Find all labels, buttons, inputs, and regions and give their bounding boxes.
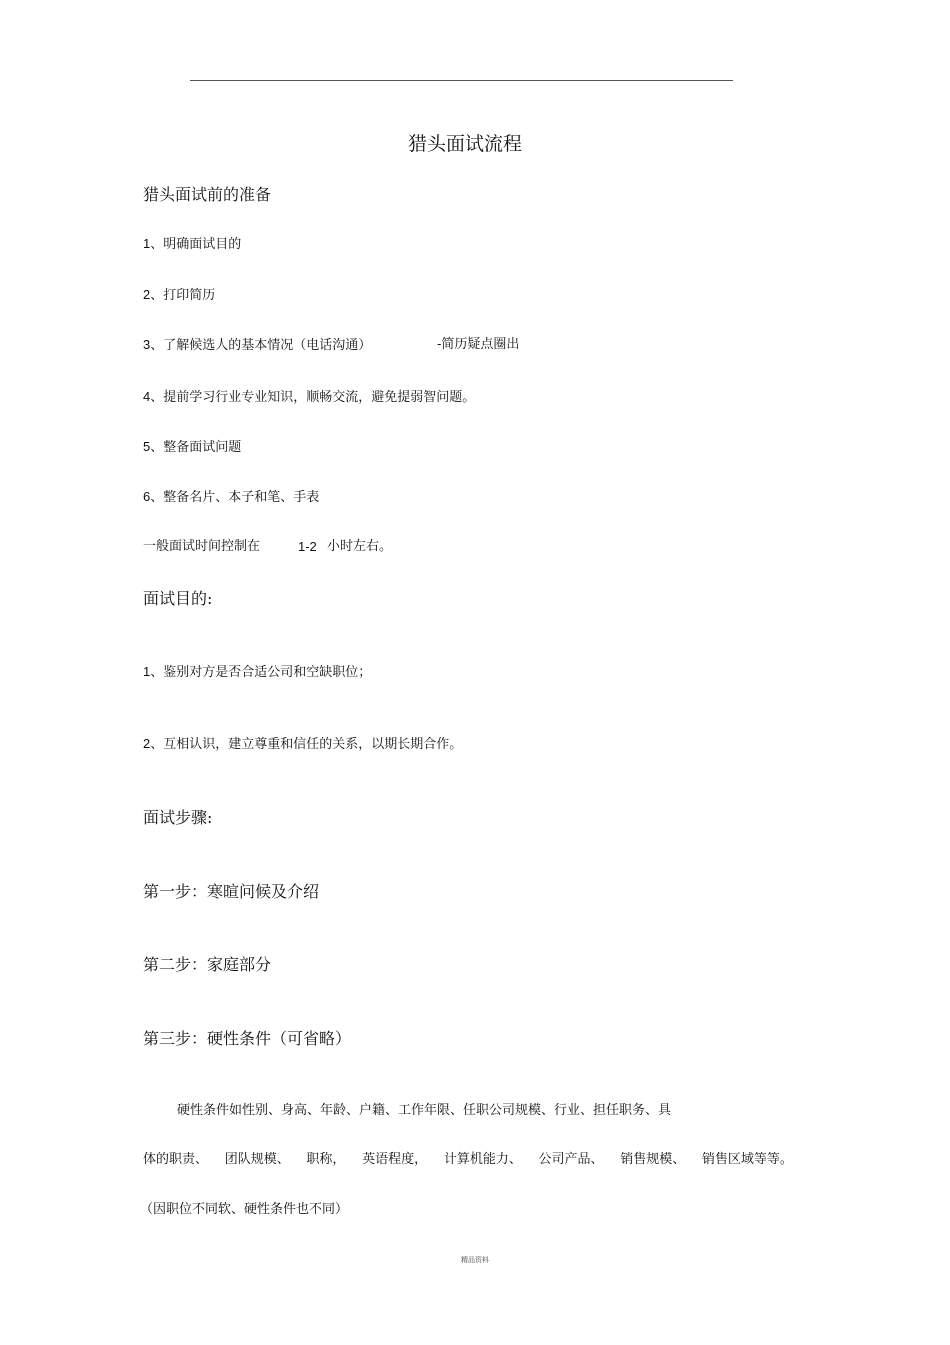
prep-item-3 — [143, 338, 371, 352]
prep-item-3-tail: -简历疑点圈出 — [437, 337, 520, 352]
hard-conditions-line-2 — [143, 1153, 793, 1166]
purpose-item-1-text: 、鉴别对方是否合适公司和空缺职位； — [150, 665, 372, 680]
hard-conditions-line-1: 硬性条件如性别、身高、年龄、户籍、工作年限、任职公司规模、行业、担任职务、具 — [177, 1103, 672, 1118]
prep-heading: 猎头面试前的准备 — [143, 185, 272, 204]
prep-item-3-text: 、了解候选人的基本情况（电话沟通） — [150, 338, 372, 353]
page-footer: 精品资料 — [461, 1256, 489, 1264]
prep-item-1-num: 1 — [143, 236, 151, 251]
hard-conditions-part-4: 英语程度， — [362, 1152, 428, 1167]
step-2: 第二步：家庭部分 — [143, 955, 272, 974]
prep-item-4-num: 4 — [143, 389, 151, 404]
purpose-item-2 — [143, 737, 462, 751]
prep-item-4 — [143, 390, 475, 404]
purpose-item-2-text: 、互相认识，建立尊重和信任的关系，以期长期合作。 — [150, 737, 463, 752]
hard-conditions-part-6: 公司产品、 — [538, 1152, 604, 1167]
hard-conditions-line-3: （因职位不同软、硬性条件也不同） — [140, 1202, 349, 1217]
purpose-item-2-num: 2 — [143, 736, 151, 751]
purpose-item-1 — [143, 665, 371, 679]
prep-item-5-num: 5 — [143, 439, 151, 454]
hard-conditions-part-3: 职称， — [306, 1152, 346, 1167]
prep-item-3-num: 3 — [143, 337, 151, 352]
step-3: 第三步：硬性条件（可省略） — [143, 1029, 352, 1048]
prep-item-5-text: 、整备面试问题 — [150, 440, 242, 455]
prep-item-1 — [143, 237, 241, 251]
header-rule — [190, 80, 733, 81]
time-note-after: 小时左右。 — [327, 539, 393, 554]
hard-conditions-part-7: 销售规模、 — [620, 1152, 686, 1167]
hard-conditions-part-2: 团队规模、 — [224, 1152, 290, 1167]
hard-conditions-part-1: 体的职责、 — [143, 1152, 209, 1167]
prep-item-6-text: 、整备名片、本子和笔、手表 — [150, 490, 320, 505]
time-note-value: 1-2 — [298, 539, 317, 554]
hard-conditions-part-5: 计算机能力、 — [443, 1152, 522, 1167]
prep-item-2-text: 、打印简历 — [150, 288, 216, 303]
prep-item-1-text: 、明确面试目的 — [150, 237, 242, 252]
purpose-heading: 面试目的: — [143, 589, 213, 608]
time-note-before: 一般面试时间控制在 — [143, 539, 261, 554]
prep-item-2-num: 2 — [143, 287, 151, 302]
steps-heading: 面试步骤: — [143, 808, 213, 827]
prep-item-4-text: 、提前学习行业专业知识，顺畅交流，避免提弱智问题。 — [150, 390, 476, 405]
prep-item-6 — [143, 490, 319, 504]
document-title: 猎头面试流程 — [407, 133, 522, 155]
prep-item-5 — [143, 440, 241, 454]
hard-conditions-part-8: 销售区域等等。 — [701, 1152, 793, 1167]
prep-item-6-num: 6 — [143, 489, 151, 504]
step-1: 第一步：寒暄问候及介绍 — [143, 882, 320, 901]
prep-item-2 — [143, 288, 215, 302]
purpose-item-1-num: 1 — [143, 664, 151, 679]
